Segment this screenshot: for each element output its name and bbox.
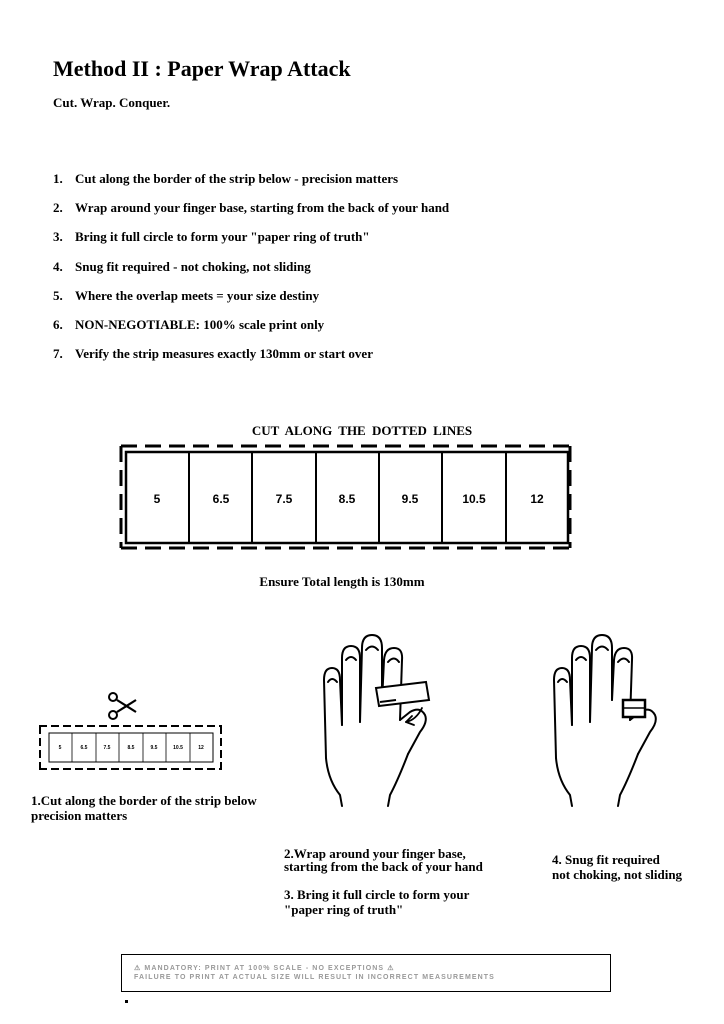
mini-strip-cell-size: 7.5 [103,745,111,751]
step-number: 7. [53,346,63,362]
step-text: Verify the strip measures exactly 130mm or start over [75,346,373,362]
caption-snug [552,852,682,882]
footer-dot [125,1000,128,1003]
cut-heading: CUT ALONG THE DOTTED LINES [251,423,473,438]
caption-circle-line2: "paper ring of truth" [284,902,404,917]
step-text: Bring it full circle to form your "paper ring of truth" [75,229,370,245]
print-notice-box [121,954,611,992]
caption-cut [31,793,257,823]
mini-strip-cell-size: 9.5 [150,745,158,751]
hand-ring-illustration [548,630,678,810]
strip-cell-size: 6.5 [212,492,230,506]
mini-strip-cell-size: 8.5 [127,745,135,751]
strip-cell-size: 10.5 [462,492,486,506]
paper-strip-shape [376,682,429,706]
step-number: 4. [53,258,63,274]
caption-cut-line1: 1.Cut along the border of the strip below [31,793,257,808]
step-4 [53,259,449,288]
step-text: NON-NEGOTIABLE: 100% scale print only [75,316,325,332]
step-text: Where the overlap meets = your size destiny [75,287,320,303]
step-6 [53,317,449,346]
caption-circle-line1: 3. Bring it full circle to form your [284,887,470,902]
caption-circle [284,887,469,917]
step-text: Wrap around your finger base, starting from the back of your hand [75,200,450,216]
step-7 [53,346,449,375]
page-subtitle: Cut. Wrap. Conquer. [53,95,171,110]
length-note: Ensure Total length is 130mm [259,574,425,589]
mini-strip-cell-size: 5 [58,745,62,751]
notice-line2: FAILURE TO PRINT AT ACTUAL SIZE WILL RESULT IN INCORRECT MEASUREMENTS [134,974,495,981]
mini-strip-cell-size: 10.5 [173,745,183,751]
instruction-list [53,171,449,375]
caption-wrap-line2: starting from the back of your hand [284,859,483,874]
scissors-icon [109,693,136,719]
caption-snug-line1: 4. Snug fit required [552,852,660,867]
caption-cut-line2: precision matters [31,808,128,823]
mini-strip-illustration [30,686,230,776]
strip-cell-size: 7.5 [275,492,293,506]
strip-outline [126,452,568,543]
step-2 [53,200,449,229]
notice-line1: ⚠ MANDATORY: PRINT AT 100% SCALE - NO EXCEPTIONS ⚠ [134,965,395,972]
step-number: 3. [53,229,63,245]
strip-cell-size: 12 [530,492,544,506]
step-number: 6. [53,316,63,332]
step-text: Snug fit required - not choking, not sliding [75,258,311,274]
page-title: Method II : Paper Wrap Attack [53,56,351,81]
step-3 [53,229,449,258]
paper-ring-shape [623,700,645,717]
step-number: 5. [53,287,63,303]
hand-wrap-illustration [318,630,448,810]
caption-snug-line2: not choking, not sliding [552,867,683,882]
strip-dashed-border [121,446,571,548]
step-number: 1. [53,171,63,186]
strip-cell-size: 5 [153,492,161,506]
caption-wrap-line1: 2.Wrap around your finger base, [284,846,466,861]
step-1 [53,171,449,200]
strip-dividers [189,452,506,543]
mini-strip-cell-size: 12 [198,745,204,751]
step-text: Cut along the border of the strip below - precision matters [75,171,399,186]
step-5 [53,288,449,317]
strip-cell-size: 8.5 [338,492,356,506]
mini-strip-cell-size: 6.5 [80,745,88,751]
strip-cell-size: 9.5 [401,492,419,506]
caption-wrap [284,847,483,873]
step-number: 2. [53,200,63,216]
